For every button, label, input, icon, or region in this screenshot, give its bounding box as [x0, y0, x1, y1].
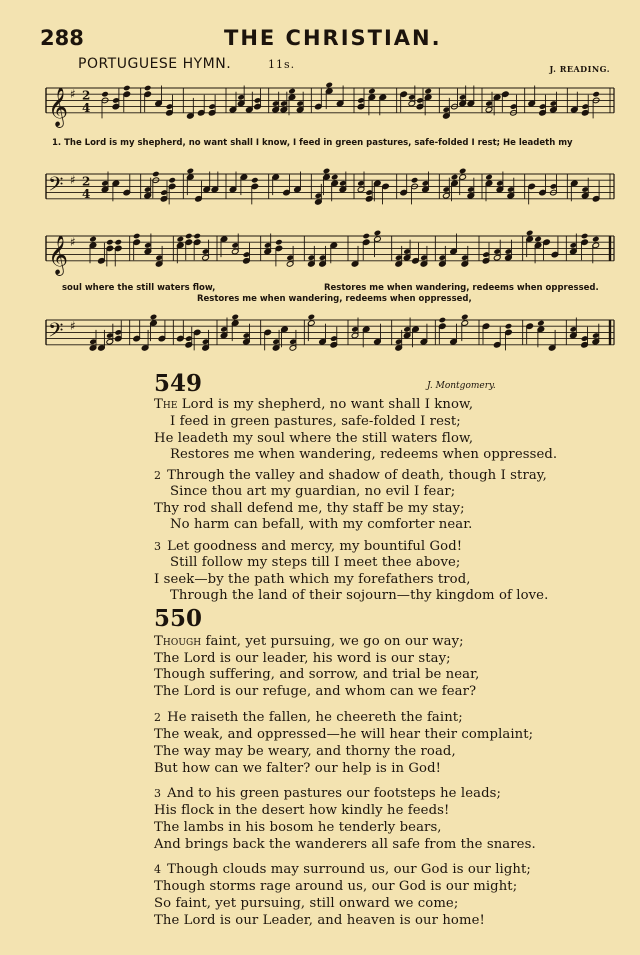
- verse-line: The Lord is our Leader, and heaven is our home!: [154, 913, 485, 928]
- page-number: 288: [40, 26, 84, 50]
- music-system-1: [40, 74, 616, 134]
- verse-line: [154, 539, 462, 554]
- stanza-number: 4: [154, 863, 162, 876]
- verse-line: Through the land of their sojourn—thy kingdom of love.: [170, 588, 549, 603]
- verse-line: [154, 786, 501, 801]
- verse-line: [154, 468, 547, 483]
- svg-text:𝄢: 𝄢: [48, 172, 64, 201]
- hymn-number-549: 549: [154, 370, 203, 397]
- svg-text:𝄞: 𝄞: [48, 234, 69, 275]
- svg-text:♯: ♯: [70, 235, 76, 250]
- verse-text: Lord is my shepherd, no want shall I know,: [177, 397, 474, 412]
- verse-text: Though clouds may surround us, our God is our light;: [167, 862, 531, 877]
- music-system-2-bass: [40, 306, 616, 370]
- verse-first-word: The: [154, 397, 178, 412]
- verse-line: Still follow my steps till I meet thee above;: [170, 555, 461, 570]
- svg-text:4: 4: [82, 186, 91, 201]
- hymn-author-549: J. Montgomery.: [427, 381, 496, 391]
- svg-text:2: 2: [82, 88, 91, 103]
- verse-line: I feed in green pastures, safe-folded I rest;: [170, 414, 461, 429]
- stanza-number: 2: [154, 469, 162, 482]
- bass-staff-2: [40, 306, 616, 370]
- svg-text:4: 4: [82, 100, 91, 115]
- stanza-number: 3: [154, 540, 162, 553]
- music-system-2: [40, 222, 616, 282]
- hymn-number-550: 550: [154, 605, 203, 632]
- svg-text:𝄞: 𝄞: [48, 86, 69, 127]
- verse-line: The way may be weary, and thorny the road,: [154, 744, 456, 759]
- verse-line: [154, 862, 531, 877]
- verse-line: The Lord is our refuge, and whom can we fear?: [154, 684, 477, 699]
- verse-line: Restores me when wandering, redeems when oppressed.: [170, 447, 558, 462]
- verse-line: [154, 634, 464, 649]
- verse-line: Though storms rage around us, our God is our might;: [154, 879, 518, 894]
- verse-line: [154, 397, 473, 412]
- verse-line: So faint, yet pursuing, still onward we come;: [154, 896, 459, 911]
- tune-composer: J. READING.: [549, 64, 610, 74]
- verse-line: He leadeth my soul where the still waters flow,: [154, 431, 474, 446]
- treble-staff-1: [40, 74, 616, 134]
- music-lyric-line-2b: Restores me when wandering, redeems when oppressed.: [324, 283, 599, 293]
- stanza-number: 3: [154, 787, 162, 800]
- verse-line: And brings back the wanderers all safe from the snares.: [154, 837, 536, 852]
- svg-text:♯: ♯: [70, 87, 76, 102]
- running-title: THE CHRISTIAN.: [224, 26, 442, 50]
- verse-first-word: Though: [154, 634, 202, 649]
- music-lyric-line-2a: soul where the still waters flow,: [62, 283, 216, 293]
- music-system-1-bass: [40, 160, 616, 220]
- music-lyric-line-3: Restores me when wandering, redeems when oppressed,: [197, 294, 472, 304]
- verse-line: The Lord is our leader, his word is our stay;: [154, 651, 451, 666]
- verse-line: Thy rod shall defend me, thy staff be my stay;: [154, 501, 465, 516]
- page-header: [40, 26, 620, 56]
- verse-line: No harm can befall, with my comforter near.: [170, 517, 473, 532]
- verse-line: The lambs in his bosom he tenderly bears,: [154, 820, 442, 835]
- verse-line: [154, 710, 463, 725]
- verse-line: I seek—by the path which my forefathers trod,: [154, 572, 471, 587]
- verse-text: And to his green pastures our footsteps he leads;: [167, 786, 502, 801]
- treble-staff-2: [40, 222, 616, 282]
- tune-name: PORTUGUESE HYMN.: [78, 56, 232, 72]
- svg-text:𝄢: 𝄢: [48, 318, 64, 347]
- music-lyric-line-1: 1. The Lord is my shepherd, no want shall I know, I feed in green pastures, safe-folded I rest; He leadeth my: [52, 138, 573, 148]
- verse-line: But how can we falter? our help is in God!: [154, 761, 442, 776]
- tune-meter: 11s.: [268, 58, 296, 71]
- verse-line: Though suffering, and sorrow, and trial be near,: [154, 667, 480, 682]
- verse-text: faint, yet pursuing, we go on our way;: [201, 634, 464, 649]
- verse-text: Through the valley and shadow of death, though I stray,: [167, 468, 547, 483]
- verse-text: He raiseth the fallen, he cheereth the faint;: [167, 710, 463, 725]
- verse-text: Let goodness and mercy, my bountiful God!: [167, 539, 463, 554]
- verse-line: His flock in the desert how kindly he feeds!: [154, 803, 450, 818]
- svg-text:2: 2: [82, 174, 91, 189]
- verse-line: The weak, and oppressed—he will hear their complaint;: [154, 727, 534, 742]
- bass-staff-1: [40, 160, 616, 220]
- stanza-number: 2: [154, 711, 162, 724]
- svg-text:♯: ♯: [70, 173, 76, 188]
- verse-line: Since thou art my guardian, no evil I fear;: [170, 484, 456, 499]
- tune-heading: [78, 56, 618, 74]
- svg-text:♯: ♯: [70, 319, 76, 334]
